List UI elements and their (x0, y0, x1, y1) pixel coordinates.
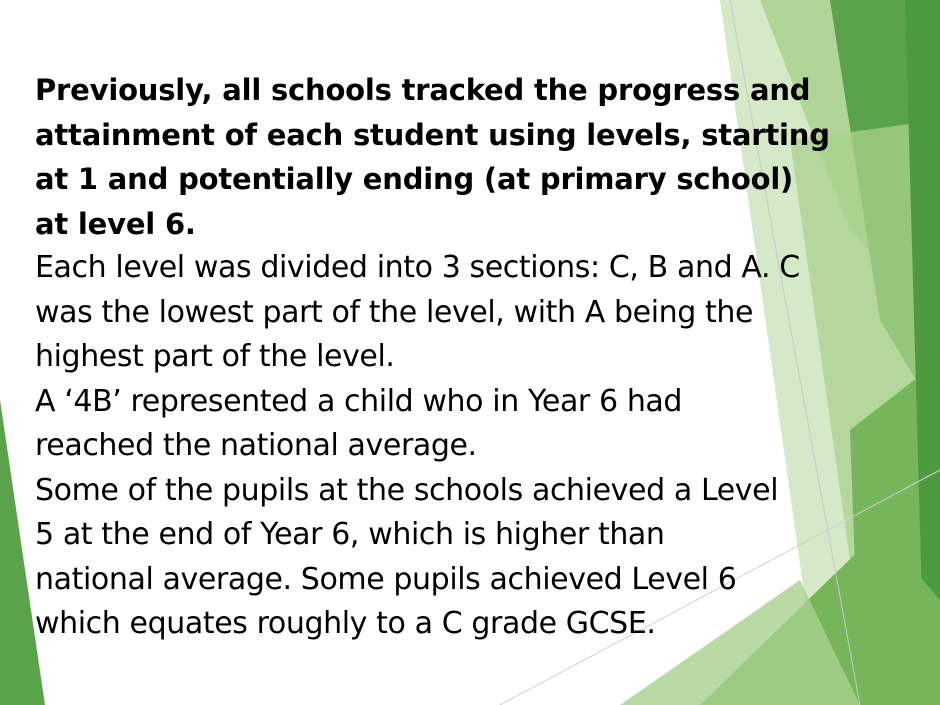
text-line: A ‘4B’ represented a child who in Year 6 had (35, 383, 683, 419)
paragraph-level-sections (35, 246, 925, 380)
text-line: Previously, all schools tracked the progress and (35, 73, 811, 107)
text-line: Each level was divided into 3 sections: C, B and A. C (35, 250, 800, 285)
text-line: at level 6. (35, 206, 196, 241)
text-line: was the lowest part of the level, with A being the (35, 294, 754, 330)
text-line: highest part of the level. (35, 339, 395, 374)
text-line: national average. Some pupils achieved Level 6 (35, 561, 737, 597)
text-line: attainment of each student using levels, starting (35, 117, 830, 152)
text-line: 5 at the end of Year 6, which is higher than (35, 517, 665, 552)
paragraph-national-average (35, 380, 925, 469)
paragraph-levels-overview (35, 68, 925, 246)
text-line: Some of the pupils at the schools achieved a Level (35, 472, 779, 508)
text-line: reached the national average. (35, 428, 477, 463)
text-line: at 1 and potentially ending (at primary school) (35, 162, 794, 196)
paragraph-higher-levels (35, 469, 925, 647)
slide-body (35, 68, 925, 647)
text-line: which equates roughly to a C grade GCSE. (35, 606, 656, 641)
